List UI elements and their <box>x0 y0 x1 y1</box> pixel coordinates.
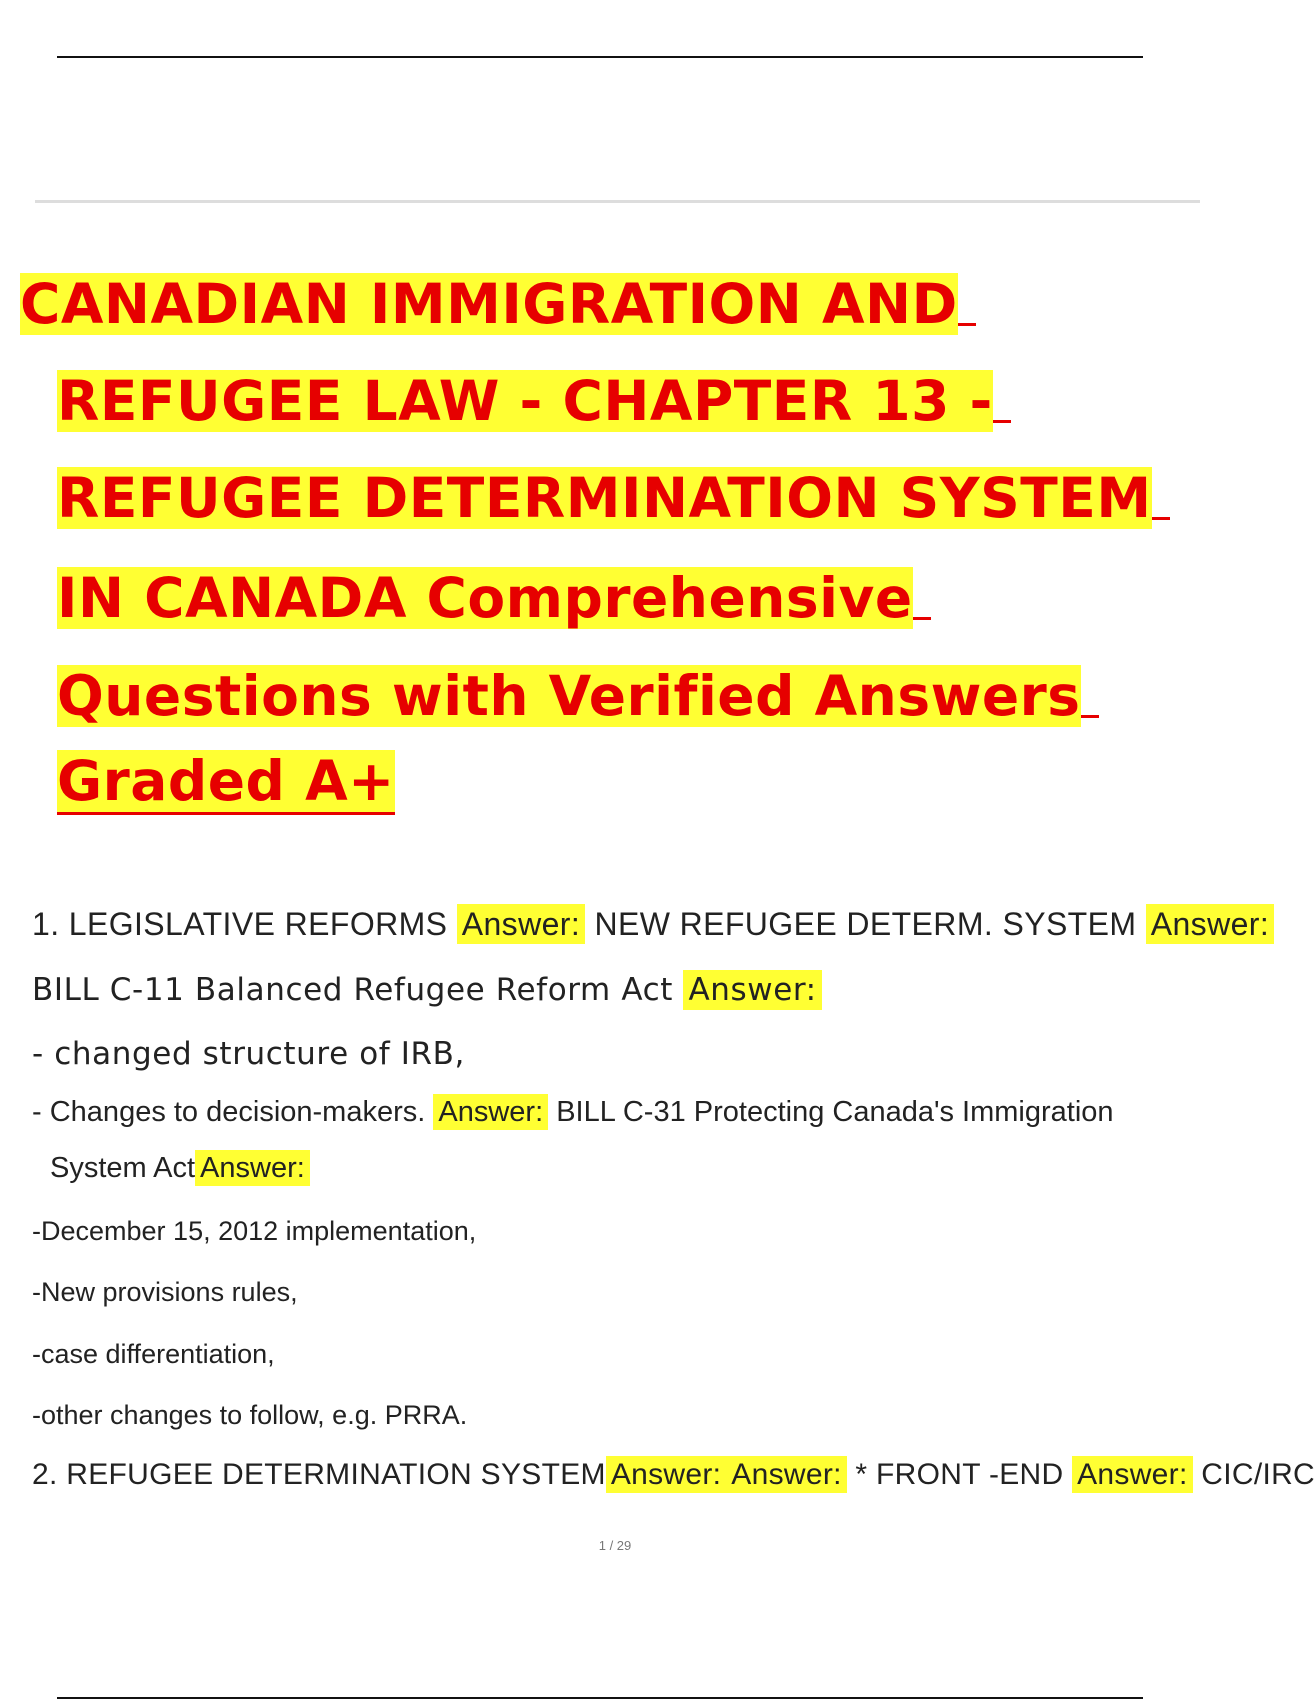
title-line-4: IN CANADA Comprehensive <box>57 555 931 620</box>
bullet-dash: - <box>32 1400 41 1430</box>
bottom-rule <box>57 1697 1143 1699</box>
bullet-text: other changes to follow, e.g. PRRA. <box>41 1400 468 1430</box>
bullet-text: December 15, 2012 implementation, <box>41 1216 477 1246</box>
answer-text: * FRONT -END <box>855 1458 1064 1491</box>
answer-text: System Act <box>50 1152 196 1184</box>
q1-line-3 <box>50 1152 310 1185</box>
q1-bullet-2 <box>32 1096 1114 1129</box>
answer-text: CIC/IRC <box>1201 1458 1315 1491</box>
answer-label: Answer: <box>683 970 821 1010</box>
answer-label: Answer: <box>433 1094 548 1130</box>
bullet-dash: - <box>32 1036 44 1072</box>
answer-text: BILL C-31 Protecting Canada's Immigration <box>556 1096 1114 1128</box>
section-divider <box>35 200 1200 203</box>
bullet-dash: - <box>32 1216 41 1246</box>
answer-label: Answer: <box>726 1456 846 1493</box>
bullet-text: New provisions rules, <box>41 1277 298 1307</box>
q1-bullet-5 <box>32 1339 275 1370</box>
question-text: 1. LEGISLATIVE REFORMS <box>32 906 448 942</box>
q1-line-1 <box>32 906 1274 943</box>
q1-line-2 <box>32 972 822 1008</box>
q1-bullet-4 <box>32 1277 298 1308</box>
answer-label: Answer: <box>195 1150 310 1186</box>
answer-label: Answer: <box>1146 904 1274 944</box>
answer-label: Answer: <box>1072 1456 1192 1493</box>
bullet-dash: - <box>32 1277 41 1307</box>
title-line-3: REFUGEE DETERMINATION SYSTEM <box>57 455 1170 520</box>
title-line-6: Graded A+ <box>57 749 395 813</box>
answer-label: Answer: <box>457 904 585 944</box>
bullet-dash: - <box>32 1096 42 1128</box>
bullet-text: case differentiation, <box>41 1339 275 1369</box>
title-line-1: CANADIAN IMMIGRATION AND <box>20 261 976 326</box>
answer-text: BILL C-11 Balanced Refugee Reform Act <box>32 972 673 1008</box>
page-number: 1 / 29 <box>598 1538 632 1553</box>
top-rule <box>57 56 1143 58</box>
q1-bullet-1 <box>32 1036 465 1072</box>
answer-text: NEW REFUGEE DETERM. SYSTEM <box>594 906 1137 942</box>
q2-line-1 <box>32 1458 1315 1492</box>
question-text: 2. REFUGEE DETERMINATION SYSTEM <box>32 1458 606 1491</box>
title-line-2: REFUGEE LAW - CHAPTER 13 - <box>57 358 1011 423</box>
bullet-text: changed structure of IRB, <box>54 1036 465 1072</box>
bullet-text: Changes to decision-makers. <box>49 1096 426 1128</box>
title-line-5: Questions with Verified Answers <box>57 653 1099 718</box>
answer-label: Answer: <box>606 1456 726 1493</box>
q1-bullet-6 <box>32 1400 467 1431</box>
q1-bullet-3 <box>32 1216 476 1247</box>
bullet-dash: - <box>32 1339 41 1369</box>
